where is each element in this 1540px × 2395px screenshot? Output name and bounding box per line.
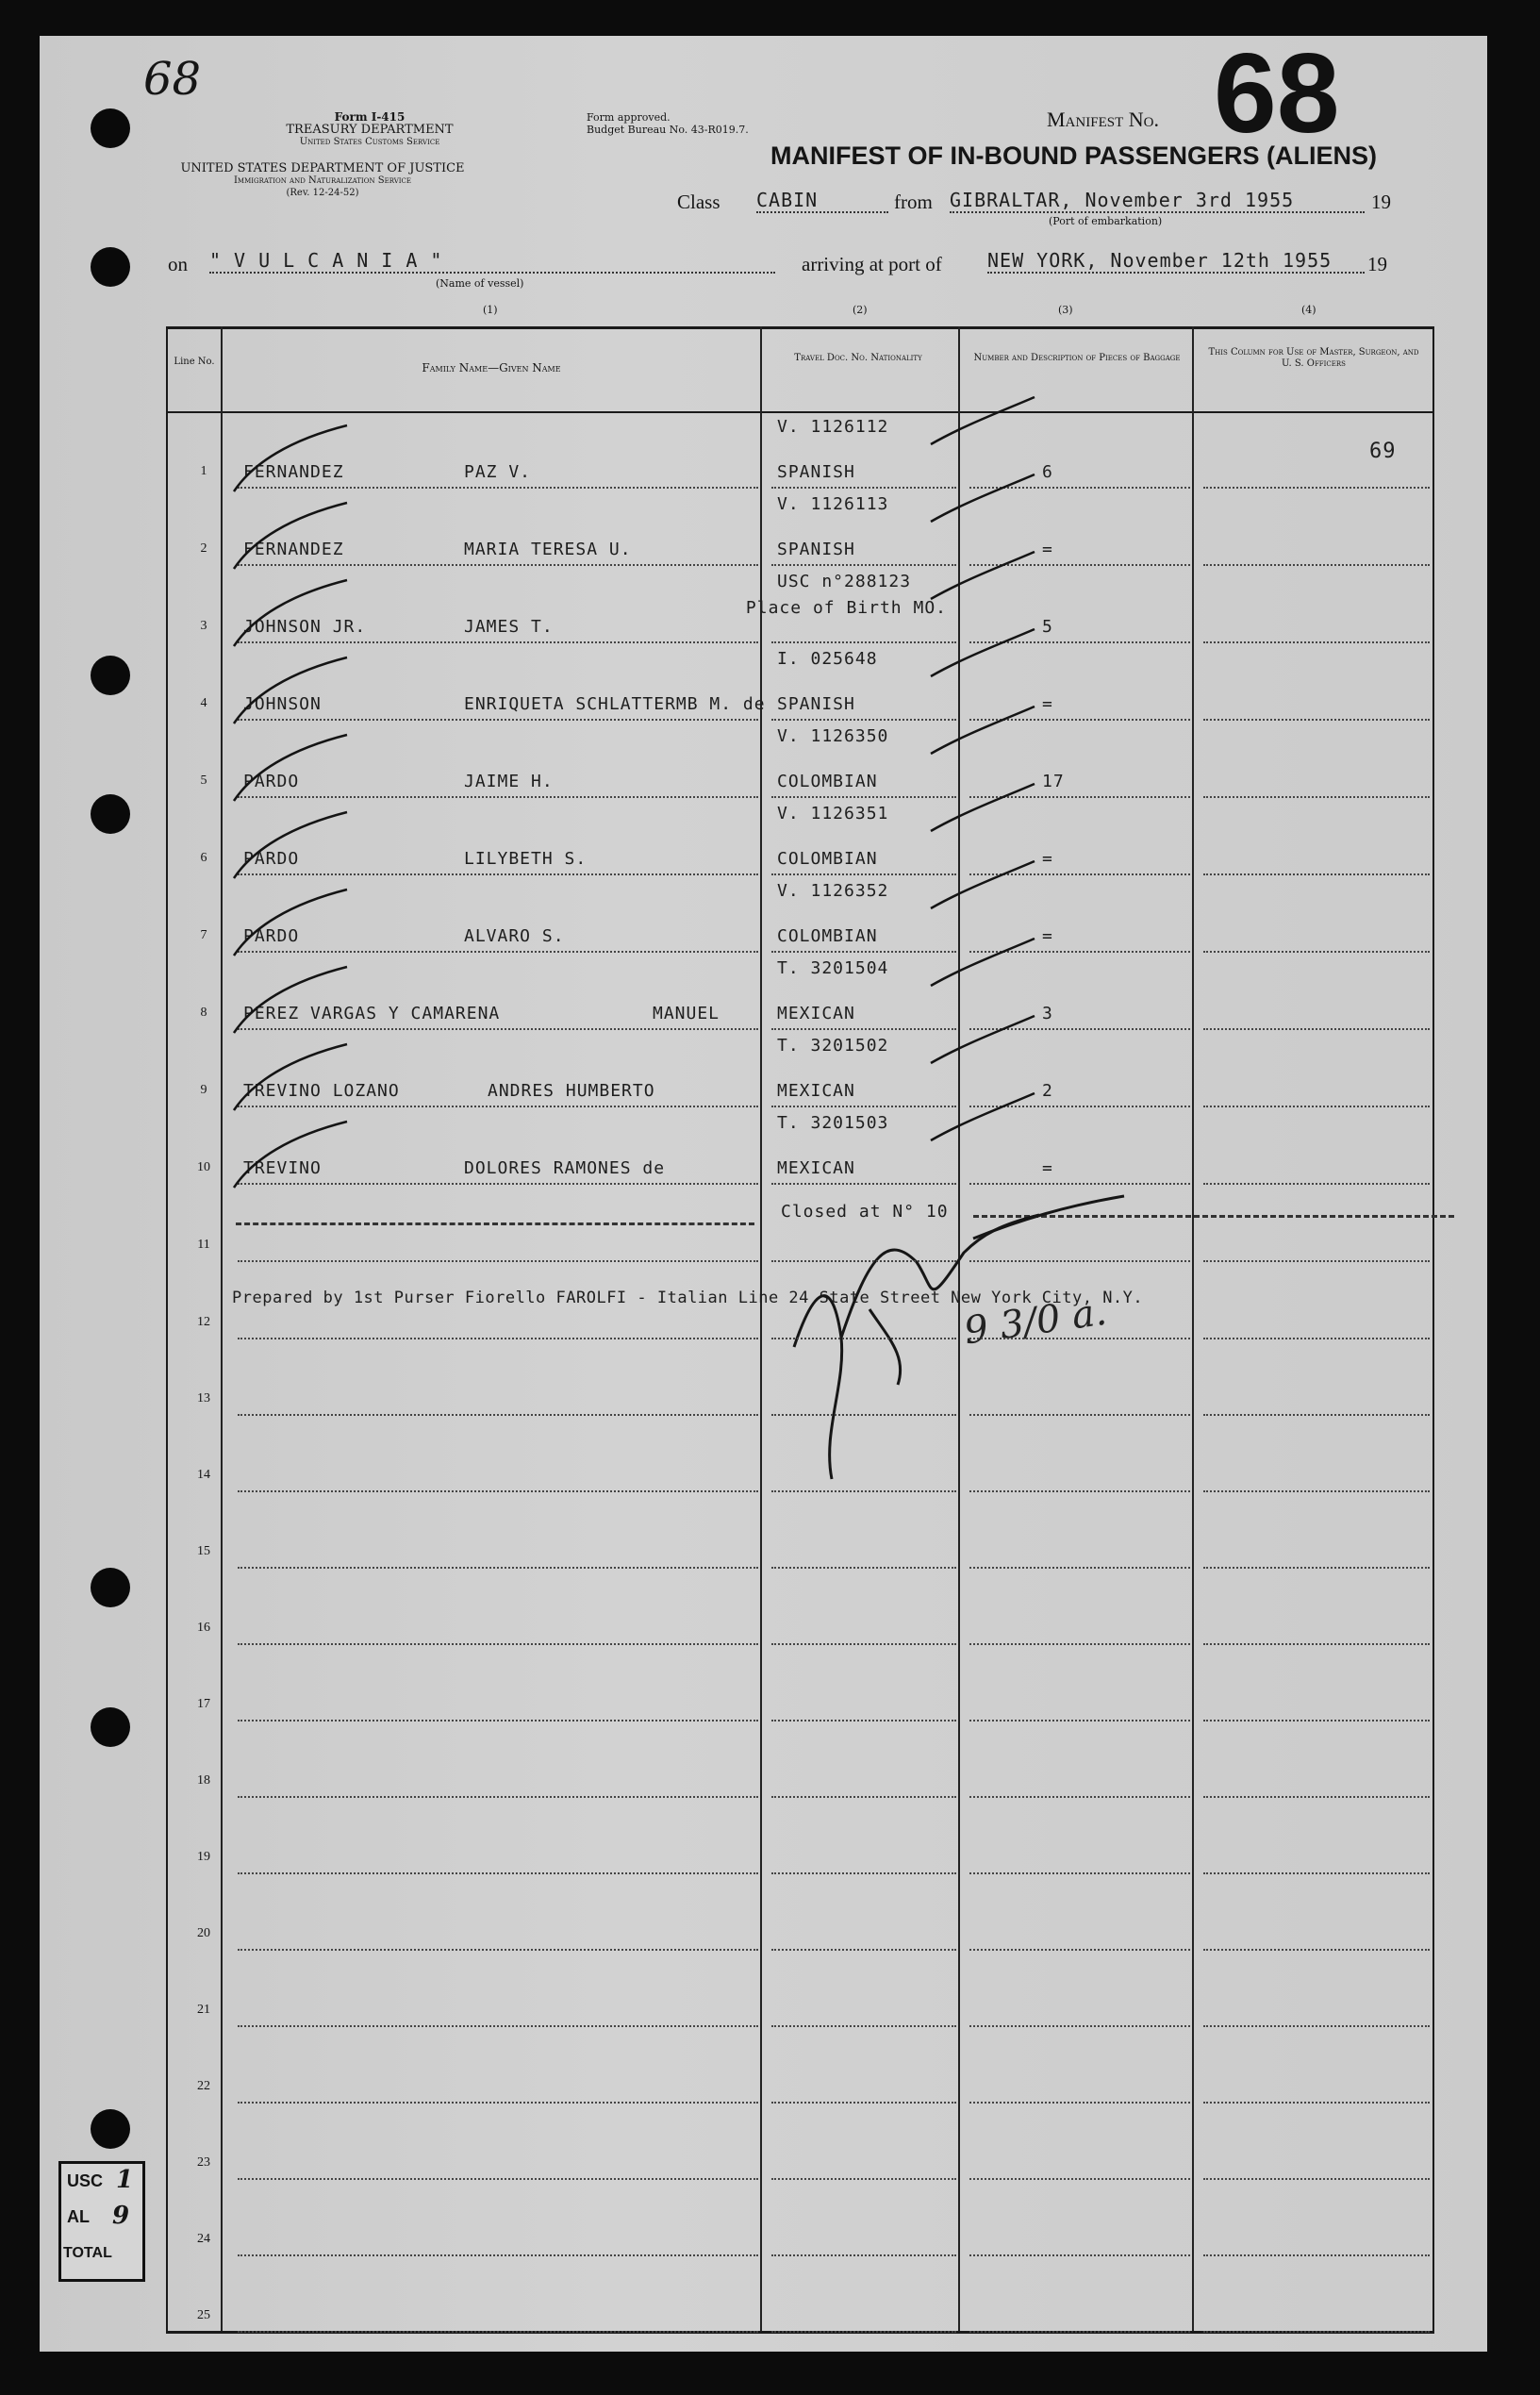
row-rule <box>771 1796 956 1798</box>
row-rule <box>771 2102 956 2104</box>
col-num-3: (3) <box>1058 304 1073 316</box>
nationality: COLOMBIAN <box>777 772 878 791</box>
closing-dashes-left <box>236 1222 754 1225</box>
row-rule <box>969 2178 1190 2180</box>
row-rule <box>969 1949 1190 1951</box>
col-num-4: (4) <box>1301 304 1316 316</box>
baggage-count: = <box>1042 694 1053 714</box>
line-number: 15 <box>197 1544 210 1558</box>
travel-doc-number: V. 1126351 <box>777 804 889 823</box>
row-rule <box>969 2254 1190 2256</box>
dept-justice-sub: Immigration and Naturalization Service <box>233 175 412 186</box>
tally-box <box>58 2161 145 2282</box>
row-rule <box>1203 2025 1430 2027</box>
budget-text: Budget Bureau No. 43-R019.7. <box>587 124 749 136</box>
row-rule <box>238 2254 758 2256</box>
travel-doc-number: T. 3201502 <box>777 1036 889 1056</box>
row-rule <box>771 1567 956 1569</box>
row-rule <box>1203 1028 1430 1030</box>
row-rule <box>238 2178 758 2180</box>
row-rule <box>969 2025 1190 2027</box>
tally-al-value: 9 <box>112 2202 130 2230</box>
line-number: 22 <box>197 2079 210 2093</box>
class-value: CABIN <box>756 189 888 213</box>
arriving-year-suffix: 19 <box>1367 253 1387 275</box>
row-rule <box>238 1720 758 1721</box>
passenger-family-name: TREVINO <box>243 1158 322 1178</box>
row-rule <box>238 1872 758 1874</box>
row-rule <box>771 873 956 875</box>
row-rule <box>1203 2178 1430 2180</box>
baggage-count: 5 <box>1042 617 1053 637</box>
manifest-title: MANIFEST OF IN-BOUND PASSENGERS (ALIENS) <box>770 141 1378 170</box>
line-number: 8 <box>200 1006 207 1020</box>
row-rule <box>1203 1338 1430 1339</box>
table-header-rule <box>166 411 1432 413</box>
row-rule <box>969 1414 1190 1416</box>
line-number: 17 <box>197 1697 210 1711</box>
row-rule <box>238 1414 758 1416</box>
col-header-officers: This Column for Use of Master, Surgeon, and U. S. Officers <box>1208 347 1419 369</box>
line-number: 12 <box>197 1315 210 1329</box>
passenger-given-name: JAIME H. <box>464 772 554 791</box>
prepared-by-note: Prepared by 1st Purser Fiorello FAROLFI - Italian Line 24 State Street New York City, N.Y. <box>232 1289 1144 1307</box>
baggage-count: 6 <box>1042 462 1053 482</box>
baggage-count: 17 <box>1042 772 1065 791</box>
nationality: SPANISH <box>777 540 855 559</box>
passenger-given-name: MARIA TERESA U. <box>464 540 632 559</box>
row-rule <box>238 641 758 643</box>
row-rule <box>969 2102 1190 2104</box>
passenger-given-name: PAZ V. <box>464 462 532 482</box>
row-rule <box>1203 1949 1430 1951</box>
line-number: 2 <box>200 541 207 556</box>
nationality: SPANISH <box>777 694 855 714</box>
baggage-count: = <box>1042 926 1053 946</box>
row-rule <box>1203 719 1430 721</box>
row-rule <box>969 2331 1190 2333</box>
row-rule <box>238 1796 758 1798</box>
punch-hole <box>91 247 130 287</box>
tally-al-label: AL <box>67 2207 90 2226</box>
punch-hole <box>91 794 130 834</box>
tally-total-label: TOTAL <box>63 2245 112 2261</box>
passenger-given-name: ALVARO S. <box>464 926 565 946</box>
row-rule <box>1203 951 1430 953</box>
row-rule <box>1203 2102 1430 2104</box>
col-rule-3 <box>958 326 960 2331</box>
row-rule <box>1203 641 1430 643</box>
passenger-given-name: ANDRES HUMBERTO <box>488 1081 655 1101</box>
row-rule <box>238 487 758 489</box>
passenger-family-name: PARDO <box>243 849 300 869</box>
nationality: COLOMBIAN <box>777 849 878 869</box>
row-rule <box>238 1643 758 1645</box>
row-rule <box>969 796 1190 798</box>
embarkation-note: (Port of embarkation) <box>1049 215 1163 227</box>
row-rule <box>771 1490 956 1492</box>
row-rule <box>238 951 758 953</box>
row-rule <box>771 1260 956 1262</box>
row-rule <box>1203 1720 1430 1721</box>
passenger-family-name: JOHNSON <box>243 694 322 714</box>
line-number: 13 <box>197 1391 210 1405</box>
row-rule <box>238 1949 758 1951</box>
row-rule <box>1203 1183 1430 1185</box>
passenger-family-name: PARDO <box>243 926 300 946</box>
row-rule <box>771 951 956 953</box>
travel-doc-number: V. 1126113 <box>777 494 889 514</box>
row-rule <box>969 1720 1190 1721</box>
row-rule <box>1203 1643 1430 1645</box>
baggage-count: = <box>1042 1158 1053 1178</box>
col-header-baggage: Number and Description of Pieces of Baggage <box>973 353 1181 363</box>
passenger-family-name: FERNANDEZ <box>243 540 344 559</box>
passenger-given-name: MANUEL <box>653 1004 720 1023</box>
row-rule <box>969 951 1190 953</box>
row-rule <box>969 1643 1190 1645</box>
punch-hole <box>91 656 130 695</box>
passenger-family-name: FERNANDEZ <box>243 462 344 482</box>
row-rule <box>238 564 758 566</box>
row-rule <box>771 1720 956 1721</box>
col-num-1: (1) <box>483 304 498 316</box>
passenger-given-name: DOLORES RAMONES de <box>464 1158 666 1178</box>
tally-usc-value: 1 <box>116 2166 134 2194</box>
line-number: 1 <box>200 464 207 478</box>
travel-doc-number: V. 1126350 <box>777 726 889 746</box>
row-rule <box>1203 796 1430 798</box>
closing-dashes-right <box>973 1215 1454 1218</box>
row-rule <box>969 1028 1190 1030</box>
row-rule <box>238 1106 758 1107</box>
row-rule <box>771 2178 956 2180</box>
manifest-number: 68 <box>1214 30 1340 157</box>
row-rule <box>969 1490 1190 1492</box>
row-rule <box>969 1872 1190 1874</box>
row-rule <box>771 1872 956 1874</box>
manifest-no-label: Manifest No. <box>1047 108 1159 131</box>
row-rule <box>771 1643 956 1645</box>
col-header-line: Line No. <box>174 357 215 367</box>
row-rule <box>969 1338 1190 1339</box>
nationality: Place of Birth MO. <box>745 598 947 618</box>
row-rule <box>771 487 956 489</box>
row-rule <box>771 564 956 566</box>
line-number: 14 <box>197 1468 210 1482</box>
handwritten-margin-note: 9 3/0 a. <box>961 1289 1110 1354</box>
manifest-page <box>40 30 1487 2352</box>
punch-hole <box>91 108 130 148</box>
col-rule-4 <box>1192 326 1194 2331</box>
row-rule <box>969 1260 1190 1262</box>
dept-treasury-sub: United States Customs Service <box>299 137 440 147</box>
col-header-name: Family Name—Given Name <box>422 361 561 374</box>
row-rule <box>771 1183 956 1185</box>
row-rule <box>969 1567 1190 1569</box>
row-rule <box>771 796 956 798</box>
nationality: MEXICAN <box>777 1004 855 1023</box>
from-label: from <box>894 191 933 213</box>
row-rule <box>771 719 956 721</box>
row-rule <box>969 1796 1190 1798</box>
row-rule <box>1203 487 1430 489</box>
nationality: COLOMBIAN <box>777 926 878 946</box>
passenger-given-name: ENRIQUETA SCHLATTERMB M. de <box>464 694 766 714</box>
row-rule <box>1203 1872 1430 1874</box>
on-label: on <box>168 253 188 275</box>
passenger-family-name: PEREZ VARGAS Y CAMARENA <box>243 1004 501 1023</box>
baggage-count: = <box>1042 849 1053 869</box>
arriving-value: NEW YORK, November 12th 1955 <box>987 249 1365 274</box>
travel-doc-number: USC n°288123 <box>777 572 912 591</box>
passenger-family-name: PARDO <box>243 772 300 791</box>
nationality: MEXICAN <box>777 1081 855 1101</box>
vessel-value: "VULCANIA" <box>209 249 775 274</box>
row-rule <box>238 719 758 721</box>
line-number: 10 <box>197 1160 210 1174</box>
passenger-given-name: LILYBETH S. <box>464 849 588 869</box>
row-rule <box>969 873 1190 875</box>
row-rule <box>771 1414 956 1416</box>
passenger-family-name: TREVINO LOZANO <box>243 1081 400 1101</box>
row-rule <box>238 1567 758 1569</box>
travel-doc-number: T. 3201503 <box>777 1113 889 1133</box>
col-rule-2 <box>760 326 762 2331</box>
row-rule <box>238 2025 758 2027</box>
col-num-2: (2) <box>853 304 868 316</box>
dept-treasury: TREASURY DEPARTMENT <box>286 123 454 137</box>
form-revision: (Rev. 12-24-52) <box>286 188 359 198</box>
class-label: Class <box>677 191 720 213</box>
travel-doc-number: I. 025648 <box>777 649 878 669</box>
row-rule <box>771 1949 956 1951</box>
row-rule <box>238 1260 758 1262</box>
justice-header <box>162 162 483 199</box>
row-rule <box>238 1028 758 1030</box>
from-year-suffix: 19 <box>1371 191 1391 213</box>
punch-hole <box>91 2109 130 2149</box>
line-number: 20 <box>197 1926 210 1940</box>
line-number: 9 <box>200 1083 207 1097</box>
approval-block <box>587 111 749 136</box>
row-rule <box>1203 873 1430 875</box>
row-rule <box>1203 1106 1430 1107</box>
row-rule <box>238 1338 758 1339</box>
line-number: 24 <box>197 2232 210 2246</box>
row-rule <box>1203 1414 1430 1416</box>
row-rule <box>771 2025 956 2027</box>
line-number: 4 <box>200 696 207 710</box>
row-rule <box>1203 1490 1430 1492</box>
row-rule <box>238 1490 758 1492</box>
row-rule <box>771 2254 956 2256</box>
tally-usc-label: USC <box>67 2171 104 2190</box>
row-rule <box>1203 2331 1430 2333</box>
line-number: 16 <box>197 1621 210 1635</box>
col-rule-1 <box>221 326 223 2331</box>
baggage-count: 3 <box>1042 1004 1053 1023</box>
punch-hole <box>91 1707 130 1747</box>
nationality: SPANISH <box>777 462 855 482</box>
travel-doc-number: V. 1126352 <box>777 881 889 901</box>
row-rule <box>238 2331 758 2333</box>
row-rule <box>238 796 758 798</box>
row-rule <box>969 564 1190 566</box>
nationality: MEXICAN <box>777 1158 855 1178</box>
row-rule <box>771 641 956 643</box>
baggage-count: 2 <box>1042 1081 1053 1101</box>
travel-doc-number: V. 1126112 <box>777 417 889 437</box>
row-rule <box>969 641 1190 643</box>
col-header-doc: Travel Doc. No. Nationality <box>794 353 922 363</box>
row-rule <box>238 2102 758 2104</box>
row-rule <box>771 1106 956 1107</box>
form-id: Form I-415 <box>334 110 406 124</box>
approval-text: Form approved. <box>587 111 671 124</box>
row-rule <box>1203 1567 1430 1569</box>
row-rule <box>969 719 1190 721</box>
row-rule <box>1203 1260 1430 1262</box>
baggage-count: = <box>1042 540 1053 559</box>
row-rule <box>771 2331 956 2333</box>
dept-justice: UNITED STATES DEPARTMENT OF JUSTICE <box>180 161 465 175</box>
punch-hole <box>91 1568 130 1607</box>
row-rule <box>1203 564 1430 566</box>
line-number: 19 <box>197 1850 210 1864</box>
line-number: 25 <box>197 2308 210 2322</box>
travel-doc-number: T. 3201504 <box>777 958 889 978</box>
passenger-family-name: JOHNSON JR. <box>243 617 367 637</box>
row-rule <box>969 487 1190 489</box>
officer-note: 69 <box>1369 440 1397 463</box>
treasury-header <box>228 111 511 148</box>
line-number: 7 <box>200 928 207 942</box>
closed-at-note: Closed at N° 10 <box>781 1202 949 1222</box>
line-number: 18 <box>197 1773 210 1788</box>
line-number: 23 <box>197 2155 210 2170</box>
line-number: 11 <box>197 1238 210 1252</box>
row-rule <box>771 1028 956 1030</box>
row-rule <box>1203 1796 1430 1798</box>
row-rule <box>771 1338 956 1339</box>
line-number: 21 <box>197 2003 210 2017</box>
line-number: 6 <box>200 851 207 865</box>
row-rule <box>238 1183 758 1185</box>
row-rule <box>969 1183 1190 1185</box>
from-value: GIBRALTAR, November 3rd 1955 <box>950 189 1365 213</box>
line-number: 3 <box>200 619 207 633</box>
passenger-given-name: JAMES T. <box>464 617 554 637</box>
arriving-label: arriving at port of <box>802 253 942 275</box>
vessel-note: (Name of vessel) <box>436 277 524 290</box>
row-rule <box>238 873 758 875</box>
row-rule <box>1203 2254 1430 2256</box>
row-rule <box>969 1106 1190 1107</box>
line-number: 5 <box>200 773 207 788</box>
margin-handwritten-mark: 68 <box>143 53 202 106</box>
